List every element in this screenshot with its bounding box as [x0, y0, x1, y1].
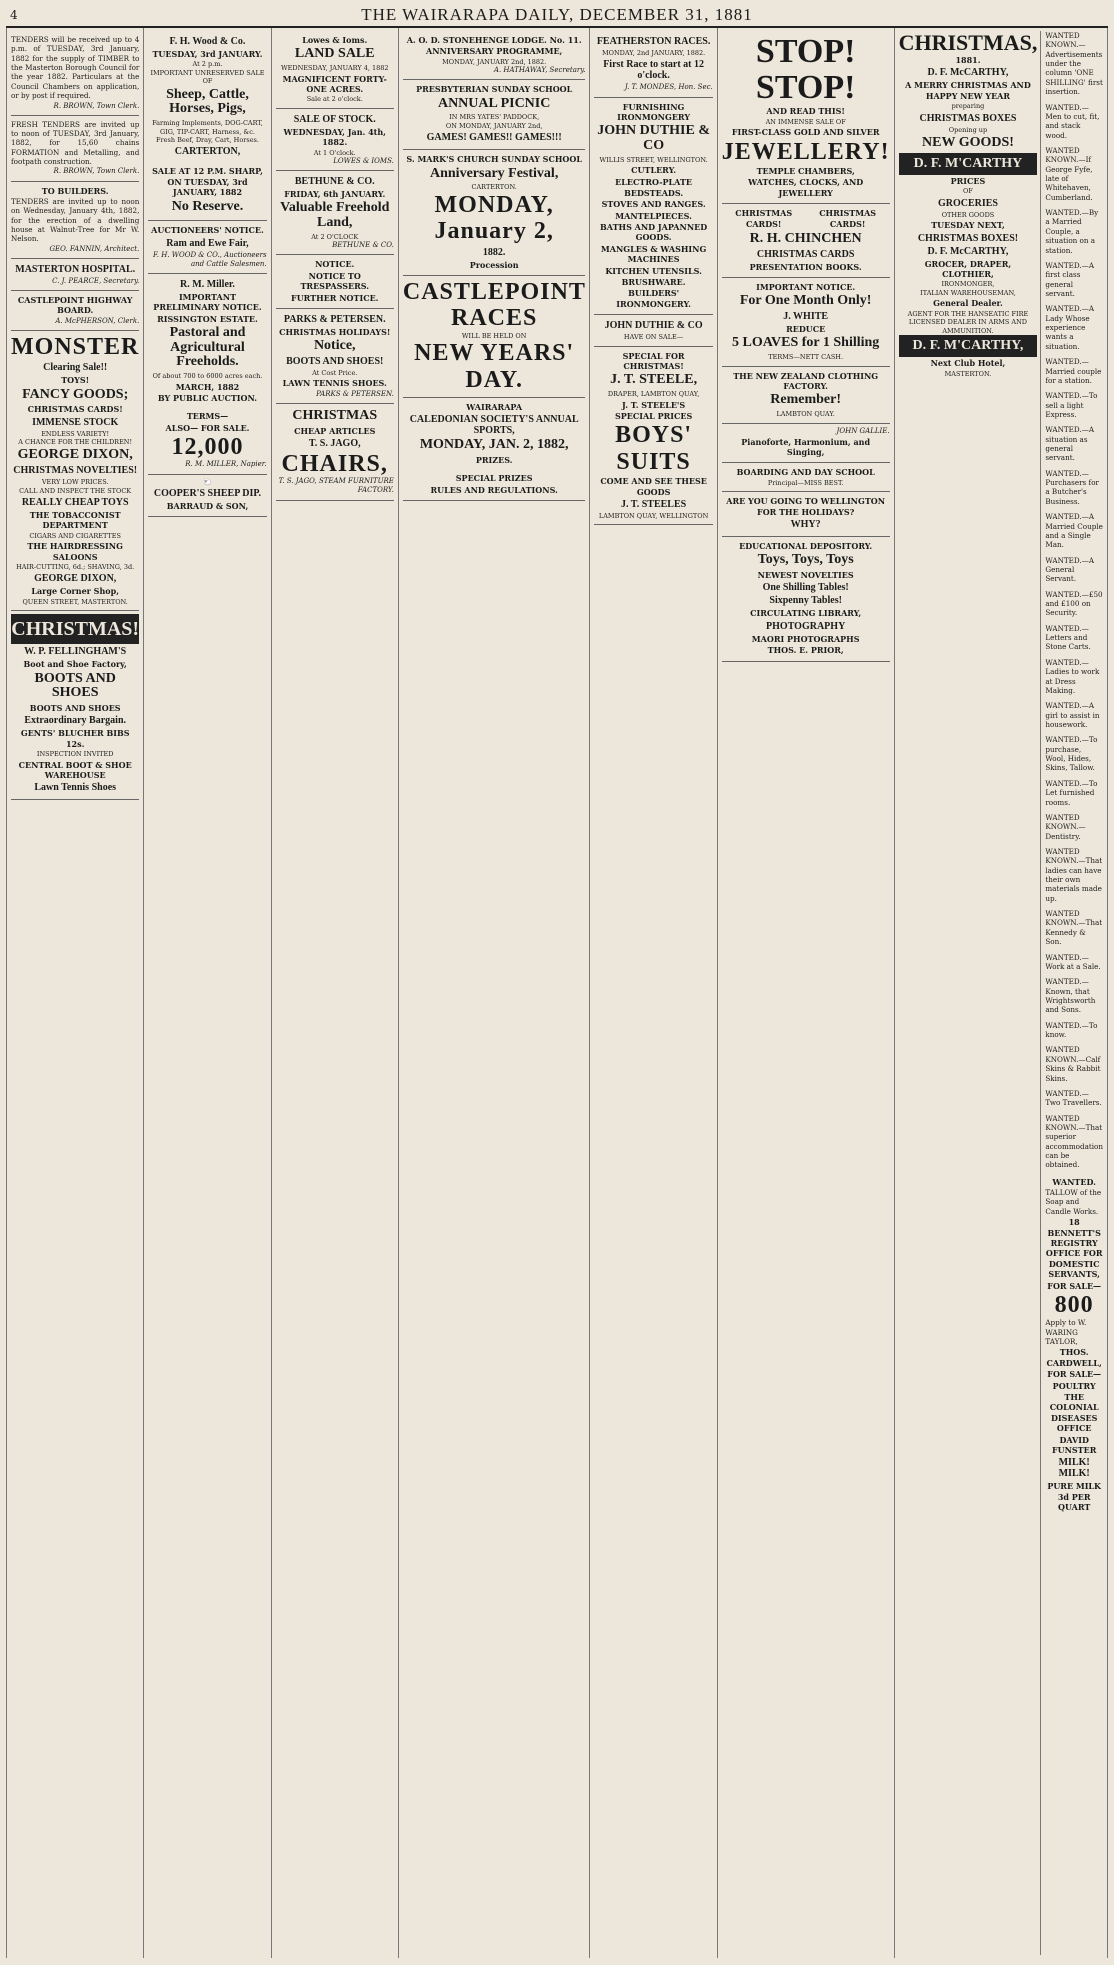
wood-heading: F. H. Wood & Co.: [169, 36, 246, 47]
christmas-banner: CHRISTMAS!: [11, 614, 139, 644]
photography: PHOTOGRAPHY: [766, 620, 846, 632]
next-club-hotel: Next Club Hotel,: [930, 358, 1006, 369]
no-reserve: No Reserve.: [171, 198, 244, 214]
on-monday: ON MONDAY, JANUARY 2nd,: [445, 121, 543, 130]
gallie-ad: [722, 424, 890, 464]
at-2-oclock: At 2 O'CLOCK: [311, 232, 359, 241]
tenders-signature: R. BROWN, Town Clerk.: [53, 101, 140, 110]
games-heading: GAMES! GAMES!! GAMES!!!: [426, 132, 562, 144]
wanted-item: WANTED.—To know.: [1045, 1020, 1098, 1040]
hospital-signature: C. J. PEARCE, Secretary.: [52, 276, 140, 285]
builders-heading: TO BUILDERS.: [41, 185, 109, 196]
year-1881: 1881.: [955, 55, 981, 66]
christmas-holidays: CHRISTMAS HOLIDAYS!: [279, 326, 391, 337]
magnificent-acres: MAGNIFICENT FORTY-ONE ACRES.: [282, 73, 387, 94]
wanted-item: WANTED.—Letters and Stone Carts.: [1045, 623, 1091, 652]
for-sale-heading: FOR SALE—: [1047, 1280, 1102, 1291]
tuesday-next: TUESDAY NEXT,: [931, 220, 1005, 231]
acres-12000: 12,000: [171, 434, 244, 461]
cooper-dip-ad: [148, 475, 266, 518]
mccarthy-inverse-2: D. F. M'CARTHY,: [899, 335, 1038, 357]
special-prices: SPECIAL PRICES: [614, 410, 693, 421]
column-2: [144, 28, 271, 1958]
column-7: [895, 28, 1108, 1958]
boots-shoes-col3: BOOTS AND SHOES!: [286, 355, 384, 367]
tobacconist-department: THE TOBACCONIST DEPARTMENT: [29, 510, 121, 531]
ironmonger: IRONMONGER,: [941, 280, 995, 289]
hair-cutting: HAIR-CUTTING, 6d.; SHAVING, 3d.: [16, 563, 135, 572]
wed-jan-4: WEDNESDAY, Jan. 4th, 1882.: [283, 126, 386, 148]
temple-chambers: TEMPLE CHAMBERS,: [756, 165, 855, 176]
cutlery: CUTLERY.: [631, 165, 677, 176]
wanted-item: WANTED.—To purchase, Wool, Hides, Skins, Tallow.: [1045, 735, 1098, 773]
important-notice: IMPORTANT NOTICE.: [756, 282, 856, 293]
anniversary-festival: Anniversary Festival,: [430, 165, 559, 181]
yates-paddock: IN MRS YATES' PADDOCK,: [449, 113, 540, 122]
builders-ironmongery: BUILDERS' IRONMONGERY.: [616, 288, 691, 309]
fresh-beef: Fresh Beef, Dray, Cart, Horses.: [156, 135, 259, 144]
wairarapa-heading: WAIRARAPA: [466, 401, 523, 412]
milk-heading: MILK! MILK!: [1058, 1457, 1090, 1480]
tuesday-line: TUESDAY, 3rd JANUARY.: [152, 49, 263, 59]
really-cheap-toys: REALLY CHEAP TOYS: [21, 497, 129, 509]
fresh-tenders-text: FRESH TENDERS are invited up to noon of TUESDAY, 3rd January, 1882, for 15,60 chains FORMATION and Metalling, and footpath construction.: [11, 119, 140, 167]
fellingham-name: W. P. FELLINGHAM'S: [24, 646, 127, 658]
steele-name-3: J. T. STEELES: [620, 498, 687, 510]
willis-street: WILLIS STREET, WELLINGTON.: [599, 155, 708, 164]
presentation-books: PRESENTATION BOOKS.: [749, 261, 862, 272]
for-sale-heading-2: FOR SALE—: [1047, 1369, 1102, 1380]
wanted-item: WANTED.—By a Married Couple, a situation on a station.: [1045, 208, 1099, 255]
builders-ad: [11, 182, 139, 259]
merry-christmas: A MERRY CHRISTMAS AND HAPPY NEW YEAR: [905, 80, 1031, 101]
notice-2: Notice,: [313, 338, 356, 354]
steele-name: J. T. STEELE,: [610, 372, 698, 388]
christmas-novelties: CHRISTMAS NOVELTIES!: [13, 465, 138, 477]
electro-plate: ELECTRO-PLATE: [615, 176, 693, 187]
immense-stock: IMMENSE STOCK: [32, 416, 119, 428]
boots-and-shoes: BOOTS AND SHOES: [34, 670, 116, 701]
wanted-heading: WANTED.: [1052, 1176, 1096, 1187]
notice-heading: NOTICE.: [315, 259, 355, 270]
lawn-tennis-col3: LAWN TENNIS SHOES.: [282, 378, 387, 389]
column-5: [590, 28, 717, 1958]
opening-up: Opening up: [948, 125, 988, 134]
boarding-school: BOARDING AND DAY SCHOOL: [736, 467, 875, 478]
wanted-item: WANTED.—Known, that Wrightsworth and Sons.: [1045, 977, 1096, 1015]
large-corner-shop: Large Corner Shop,: [31, 586, 119, 597]
castlepoint-races: CASTLEPOINT RACES: [402, 278, 586, 332]
cardwell-name: THOS. CARDWELL,: [1046, 1347, 1102, 1368]
sheep-cattle-heading: Sheep, Cattle, Horses, Pigs,: [166, 86, 249, 117]
endless-variety: ENDLESS VARIETY!: [41, 429, 110, 438]
lambton-quay-col6: LAMBTON QUAY.: [776, 410, 835, 419]
school-ad: [722, 463, 890, 492]
cooper-dip-heading: COOPER'S SHEEP DIP.: [153, 487, 262, 499]
wanted-item: WANTED KNOWN.—Dentistry.: [1045, 812, 1086, 841]
gents-boots: GENTS' BLUCHER BIBS 12s.: [20, 728, 130, 749]
miller-ad: [148, 274, 266, 475]
have-on-sale: HAVE ON SALE—: [623, 333, 684, 342]
jago-signature: T. S. JAGO, STEAM FURNITURE FACTORY.: [278, 477, 394, 495]
mccarthy-name: D. F. McCARTHY,: [927, 67, 1009, 79]
prior-name: THOS. E. PRIOR,: [767, 645, 844, 656]
mangles-washing: MANGLES & WASHING MACHINES: [600, 243, 707, 265]
jewellery-ad: [722, 31, 890, 204]
st-marks-heading: S. MARK'S CHURCH SUNDAY SCHOOL: [406, 154, 582, 165]
duthie-name: JOHN DUTHIE & CO: [597, 123, 710, 153]
wanted-item: WANTED KNOWN.—If George Fyfe, late of Whitehaven, Cumberland.: [1045, 145, 1093, 202]
italian-warehouseman: ITALIAN WAREHOUSEMAN,: [920, 288, 1016, 297]
annual-picnic: ANNUAL PICNIC: [437, 95, 551, 111]
bethune-ad: [276, 171, 394, 255]
castlepoint-board-signature: A. McPHERSON, Clerk.: [55, 316, 140, 325]
sale-at-2: Sale at 2 o'clock.: [306, 95, 363, 104]
terms-cash: TERMS—NETT CASH.: [768, 353, 844, 362]
builders-signature: GEO. FANNIN, Architect.: [49, 244, 140, 253]
come-and-see: COME AND SEE THESE GOODS: [600, 476, 707, 497]
reduce: REDUCE: [786, 324, 826, 335]
notice-ad: [276, 255, 394, 309]
other-goods: OTHER GOODS: [941, 210, 995, 219]
wanted-item: WANTED.—A General Servant.: [1045, 555, 1095, 584]
wanted-item: WANTED.—A situation as general servant.: [1045, 425, 1095, 463]
caledonian-ad: [403, 398, 586, 501]
special-prizes: SPECIAL PRIZES: [455, 473, 533, 484]
tallow-line: TALLOW of the Soap and Candle Works.: [1045, 1188, 1102, 1216]
call-inspect: CALL AND INSPECT THE STOCK: [19, 486, 132, 495]
christmas-heading: CHRISTMAS,: [898, 30, 1038, 55]
monday-2nd-january: MONDAY, 2nd JANUARY, 1882.: [601, 49, 706, 57]
wanted-column: [1045, 31, 1103, 1955]
wellington-ad: [722, 492, 890, 537]
wanted-item: WANTED KNOWN.—Advertisements under the column 'ONE SHILLING' first insertion.: [1045, 31, 1103, 97]
races-signature: J. T. MONDES, Hon. Sec.: [624, 83, 713, 92]
lowes-heading: Lowes & Ioms.: [302, 35, 368, 45]
pure-milk: PURE MILK 3d PER QUART: [1047, 1481, 1102, 1513]
barraud-name: BARRAUD & SON,: [166, 500, 249, 511]
castlepoint-races-ad: [403, 276, 586, 398]
wanted-item: WANTED.—Purchasers for a Butcher's Business.: [1045, 468, 1099, 506]
held-on: WILL BE HELD ON: [461, 331, 527, 340]
hairdressing-saloons: THE HAIRDRESSING SALOONS: [27, 541, 123, 562]
sixpenny-tables: Sixpenny Tables!: [769, 595, 842, 607]
parks-ad: [276, 309, 394, 404]
five-loaves: 5 LOAVES for 1 Shilling: [732, 335, 880, 351]
wanted-item: WANTED.—A Married Couple and a Single Man.: [1045, 512, 1103, 550]
featherston-races-ad: [594, 31, 712, 98]
mccarthy-name-2: D. F. McCARTHY,: [927, 245, 1009, 257]
masterton: MASTERTON.: [944, 369, 992, 378]
preparing: preparing: [951, 102, 985, 111]
queen-street: QUEEN STREET, MASTERTON.: [22, 597, 128, 606]
one-month-only: For One Month Only!: [739, 293, 872, 309]
draper-lambton: DRAPER, LAMBTON QUAY,: [607, 390, 700, 399]
friday-line: FRIDAY, 6th JANUARY.: [284, 189, 386, 200]
jago-name: T. S. JAGO,: [308, 437, 361, 449]
colonial-office: THE COLONIAL DISEASES OFFICE: [1049, 1391, 1099, 1434]
fresh-tenders-ad: [11, 116, 139, 182]
jewellery: JEWELLERY!: [721, 138, 890, 165]
hospital-heading: MASTERTON HOSPITAL.: [15, 263, 136, 275]
hospital-ad: [11, 259, 139, 291]
monday-jan-2-1882: MONDAY, JAN. 2, 1882,: [419, 437, 569, 453]
duthie-sale-ad: [594, 315, 712, 346]
maori-photographs: MAORI PHOTOGRAPHS: [751, 633, 860, 644]
prices: PRICES: [950, 176, 986, 187]
land-sale-ad: [276, 31, 394, 109]
boys-suits: BOYS' SUITS: [615, 422, 693, 475]
stoves-ranges: STOVES AND RANGES.: [601, 199, 706, 210]
wanted-item: WANTED.—£50 and £100 on Security.: [1045, 589, 1103, 618]
wanted-item: WANTED.—A first class general servant.: [1045, 260, 1095, 298]
wanted-item: WANTED KNOWN.—That Kennedy & Son.: [1045, 909, 1103, 947]
terms-heading: TERMS—: [186, 411, 229, 422]
featherston-heading: FEATHERSTON RACES.: [596, 36, 711, 47]
george-dixon-2: GEORGE DIXON,: [34, 573, 117, 585]
of: OF: [963, 187, 973, 196]
at-2pm: At 2 p.m.: [192, 60, 223, 69]
monday-jan-2: MONDAY, JANUARY 2nd, 1882.: [442, 57, 547, 66]
fresh-tenders-signature: R. BROWN, Town Clerk.: [53, 167, 140, 176]
fancy-goods: FANCY GOODS;: [22, 386, 129, 402]
wanted-item: WANTED.—A girl to assist in housework.: [1045, 701, 1100, 729]
valuable-freehold: Valuable Freehold Land,: [280, 200, 390, 231]
parks-heading: PARKS & PETERSEN.: [283, 313, 386, 325]
cigars-line: CIGARS AND CIGARETTES: [29, 531, 121, 540]
mccarthy-ad: [899, 31, 1042, 1955]
auctioneers-heading: AUCTIONEERS' NOTICE.: [151, 225, 264, 236]
bethune-signature: BETHUNE & CO.: [332, 241, 394, 250]
kitchen-utensils: KITCHEN UTENSILS.: [605, 265, 702, 276]
licensed-dealer: LICENSED DEALER IN ARMS AND AMMUNITION.: [908, 318, 1028, 335]
special-christmas: SPECIAL FOR CHRISTMAS!: [622, 350, 685, 372]
march-1882: MARCH, 1882: [175, 381, 240, 392]
toys-toys: Toys, Toys, Toys: [757, 552, 854, 568]
merino-ewes-count: 800: [1054, 1291, 1094, 1318]
wanted-item: WANTED.—Ladies to work at Dress Making.: [1045, 657, 1100, 695]
important-prelim: IMPORTANT PRELIMINARY NOTICE.: [153, 291, 262, 313]
clothing-factory: THE NEW ZEALAND CLOTHING FACTORY.: [733, 370, 879, 391]
column-3: [272, 28, 399, 1958]
miller-heading: R. M. Miller.: [180, 278, 235, 290]
new-years-day: NEW YEARS' DAY.: [414, 340, 575, 393]
hathaway-signature: A. HATHAWAY, Secretary.: [493, 66, 586, 75]
why: WHY?: [790, 519, 821, 530]
wanted-item: WANTED.—To Let furnished rooms.: [1045, 778, 1098, 807]
pastoral-heading: Pastoral and Agricultural Freeholds.: [169, 325, 246, 370]
mantelpieces: MANTELPIECES.: [615, 210, 692, 221]
christmas-cards-left: CHRISTMAS CARDS!: [735, 208, 793, 229]
procession: Procession: [469, 259, 519, 270]
chance-children: A CHANCE FOR THE CHILDREN!: [18, 438, 133, 447]
steele-name-2: J. T. STEELE'S: [622, 399, 686, 410]
grocer-draper: GROCER, DRAPER, CLOTHIER,: [924, 258, 1012, 280]
general-dealer: General Dealer.: [933, 298, 1003, 309]
columns: [6, 28, 1108, 1958]
monday-january-2: MONDAY, January 2,: [434, 191, 554, 245]
duthie-name-2: JOHN DUTHIE & CO: [604, 320, 703, 332]
white-name: J. WHITE: [783, 311, 829, 323]
christmas-cards-right: CHRISTMAS CARDS!: [819, 208, 877, 229]
also-for-sale: ALSO— FOR SALE.: [165, 422, 250, 433]
prizes-heading: PRIZES.: [475, 455, 513, 466]
wanted-item: WANTED KNOWN.—That superior accommodation can be obtained.: [1045, 1113, 1103, 1170]
wood-signature: F. H. WOOD & CO., Auctioneers and Cattle Salesmen.: [153, 250, 267, 268]
going-wellington: ARE YOU GOING TO WELLINGTON FOR THE HOLIDAYS?: [726, 496, 886, 517]
auctioneers-notice-ad: [148, 221, 266, 274]
stock-sale-ad: [276, 109, 394, 171]
chinchen-name: R. H. CHINCHEN: [749, 230, 862, 246]
funster-name: DAVID FUNSTER: [1051, 1434, 1097, 1455]
poultry: POULTRY: [1052, 1380, 1096, 1391]
year-1882: 1882.: [482, 246, 506, 258]
wanted-item: WANTED KNOWN.—Calf Skins & Rabbit Skins.: [1045, 1045, 1101, 1083]
wanted-item: WANTED.—To sell a light Express.: [1045, 391, 1098, 419]
wood-sale-ad: [148, 31, 266, 221]
christmas-heading-col3: CHRISTMAS: [292, 407, 378, 423]
christmas-cards-2: CHRISTMAS CARDS: [756, 248, 855, 260]
furnishing-ironmongery: FURNISHING IRONMONGERY: [617, 101, 691, 122]
column-6: [718, 28, 895, 1958]
immense-sale: AN IMMENSE SALE OF: [765, 117, 846, 126]
farming-implements: Farming Implements, DOG-CART, GIG, TIP-CART, Harness, &c.: [152, 119, 263, 136]
baths-japanned: BATHS AND JAPANNED GOODS.: [600, 222, 708, 243]
chairs-heading: CHAIRS,: [281, 450, 388, 477]
wanted-item: WANTED.—A Lady Whose experience wants a situation.: [1045, 304, 1095, 351]
clearing-sale: Clearing Sale!!: [43, 362, 108, 374]
ram-ewe-fair: Ram and Ewe Fair,: [166, 237, 249, 249]
sheep-icon: 🐑: [203, 477, 212, 486]
wanted-item: WANTED.—Work at a Sale.: [1045, 952, 1101, 971]
new-goods: NEW GOODS!: [922, 135, 1014, 151]
newspaper-title: THE WAIRARAPA DAILY, DECEMBER 31, 1881: [361, 5, 753, 24]
taylor-line: Apply to W. WARING TAYLOR,: [1045, 1318, 1087, 1347]
wednesday-line: WEDNESDAY, JANUARY 4, 1882: [280, 64, 389, 73]
remember: Remember!: [770, 392, 842, 408]
read-this: AND READ THIS!: [766, 106, 845, 117]
boot-shoe-factory: Boot and Shoe Factory,: [23, 659, 127, 670]
clothing-ad: [722, 367, 890, 424]
circulating-library: CIRCULATING LIBRARY,: [750, 608, 862, 619]
at-cost-price: At Cost Price.: [312, 368, 358, 377]
depository-ad: [722, 537, 890, 662]
sale-12: SALE AT 12 P.M. SHARP, ON TUESDAY, 3rd JANUARY, 1882: [152, 166, 263, 198]
bedsteads: BEDSTEADS.: [624, 187, 684, 198]
wanted-item: WANTED.—Two Travellers.: [1045, 1088, 1102, 1108]
hanseatic-agent: AGENT FOR THE HANSEATIC FIRE: [907, 309, 1029, 318]
inspection-invited: INSPECTION INVITED: [36, 750, 114, 759]
pianoforte: Pianoforte, Harmonium, and Singing,: [741, 436, 871, 457]
bethune-heading: BETHUNE & CO.: [294, 176, 375, 188]
tenders-text: TENDERS will be received up to 4 p.m. of TUESDAY, 3rd January, 1882 for the supply of TIMBER to the Masterton Borough Council for the year 1882. Particulars at the Council Chambers on application, or by post if required.: [11, 35, 140, 101]
christmas-cards-row: [722, 207, 890, 230]
castlepoint-board-ad: [11, 291, 139, 331]
trespassers-heading: NOTICE TO TRESPASSERS.: [300, 270, 369, 292]
lowes-signature: LOWES & IOMS.: [333, 156, 394, 165]
principal-best: Principal—MISS BEST.: [767, 478, 844, 487]
gallie-name: JOHN GALLIE.: [836, 426, 890, 435]
carterton: CARTERTON,: [174, 146, 241, 158]
extraordinary-bargain: Extraordinary Bargain.: [24, 715, 127, 727]
educational-depository: EDUCATIONAL DEPOSITORY.: [739, 541, 873, 551]
further-notice: FURTHER NOTICE.: [291, 292, 379, 303]
sale-of-stock: SALE OF STOCK.: [293, 113, 376, 125]
anniversary-programme: ANNIVERSARY PROGRAMME,: [426, 46, 563, 57]
mccarthy-inverse: D. F. M'CARTHY: [899, 153, 1038, 175]
toys-line: TOYS!: [61, 375, 90, 386]
miller-signature: R. M. MILLER, Napier.: [185, 460, 267, 469]
cheap-articles: CHEAP ARTICLES: [294, 425, 376, 436]
presbyterian-heading: PRESBYTERIAN SUNDAY SCHOOL: [416, 84, 573, 95]
one-shilling-tables: One Shilling Tables!: [762, 582, 849, 594]
important-sale: IMPORTANT UNRESERVED SALE OF: [150, 68, 265, 86]
lawn-tennis-shoes: Lawn Tennis Shoes: [34, 782, 117, 794]
christmas-boxes: CHRISTMAS BOXES: [919, 112, 1017, 124]
christmas-boxes-2: CHRISTMAS BOXES!: [917, 232, 1019, 244]
masthead: [6, 4, 1108, 28]
watches-clocks: WATCHES, CLOCKS, AND JEWELLERY: [748, 177, 864, 198]
fellingham-ad: [11, 611, 139, 800]
parks-signature: PARKS & PETERSEN.: [316, 389, 394, 398]
dixon-ad: [11, 331, 139, 612]
steele-ad: [594, 347, 712, 526]
timber-tenders-ad: [11, 31, 139, 116]
brushware: BRUSHWARE.: [621, 277, 686, 288]
duthie-ad: [594, 98, 712, 316]
at-1-oclock: At 1 O'clock.: [313, 148, 356, 157]
wanted-item: WANTED.—Married couple for a station.: [1045, 357, 1102, 385]
lambton-quay: LAMBTON QUAY, WELLINGTON: [598, 511, 709, 520]
first-race: First Race to start at 12 o'clock.: [603, 59, 704, 82]
builders-text: TENDERS are invited up to noon on Wednesday, January 4th, 1882, for the erection of a dwelling house at Walnut-Tree for Mr W. Nelson.: [11, 196, 140, 244]
boots-and-shoes-2: BOOTS AND SHOES: [29, 703, 121, 714]
lodge-ad: [403, 31, 586, 80]
jago-ad: [276, 404, 394, 501]
bread-ad: [722, 278, 890, 367]
rissington-estate: RISSINGTON ESTATE.: [157, 313, 258, 324]
christmas-cards-line: CHRISTMAS CARDS!: [27, 404, 123, 415]
acres-line: Of about 700 to 6000 acres each.: [152, 372, 263, 381]
castlepoint-board-heading: CASTLEPOINT HIGHWAY BOARD.: [17, 294, 133, 316]
george-dixon: GEORGE DIXON,: [17, 447, 133, 463]
picnic-ad: [403, 80, 586, 150]
carterton-col4: CARTERTON.: [471, 183, 517, 192]
chinchen-ad: [722, 204, 890, 278]
wanted-item: WANTED.—Men to cut, fit, and stack wood.: [1045, 102, 1100, 140]
very-low-prices: VERY LOW PRICES.: [41, 478, 109, 487]
page-number: 4: [10, 8, 18, 22]
wanted-item: WANTED KNOWN.—That ladies can have their own materials made up.: [1045, 846, 1103, 903]
first-class-gold: FIRST-CLASS GOLD AND SILVER: [731, 127, 880, 138]
bennetts-registry: 18 BENNETT'S REGISTRY OFFICE FOR DOMESTIC SERVANTS,: [1045, 1217, 1103, 1280]
rules-regulations: RULES AND REGULATIONS.: [430, 484, 558, 495]
stop-stop: STOP! STOP!: [755, 33, 856, 106]
monster-heading: MONSTER: [11, 333, 140, 360]
festival-ad: [403, 150, 586, 276]
land-sale-heading: LAND SALE: [294, 46, 375, 62]
newest-novelties: NEWEST NOVELTIES: [757, 570, 854, 581]
central-boot-warehouse: CENTRAL BOOT & SHOE WAREHOUSE: [18, 759, 132, 781]
column-1: [7, 28, 144, 1958]
groceries: GROCERIES: [937, 197, 998, 209]
caledonian-heading: CALEDONIAN SOCIETY'S ANNUAL SPORTS,: [409, 414, 579, 437]
lodge-heading: A. O. D. STONEHENGE LODGE. No. 11.: [406, 35, 582, 45]
public-auction: BY PUBLIC AUCTION.: [157, 392, 258, 403]
column-4: [399, 28, 591, 1958]
